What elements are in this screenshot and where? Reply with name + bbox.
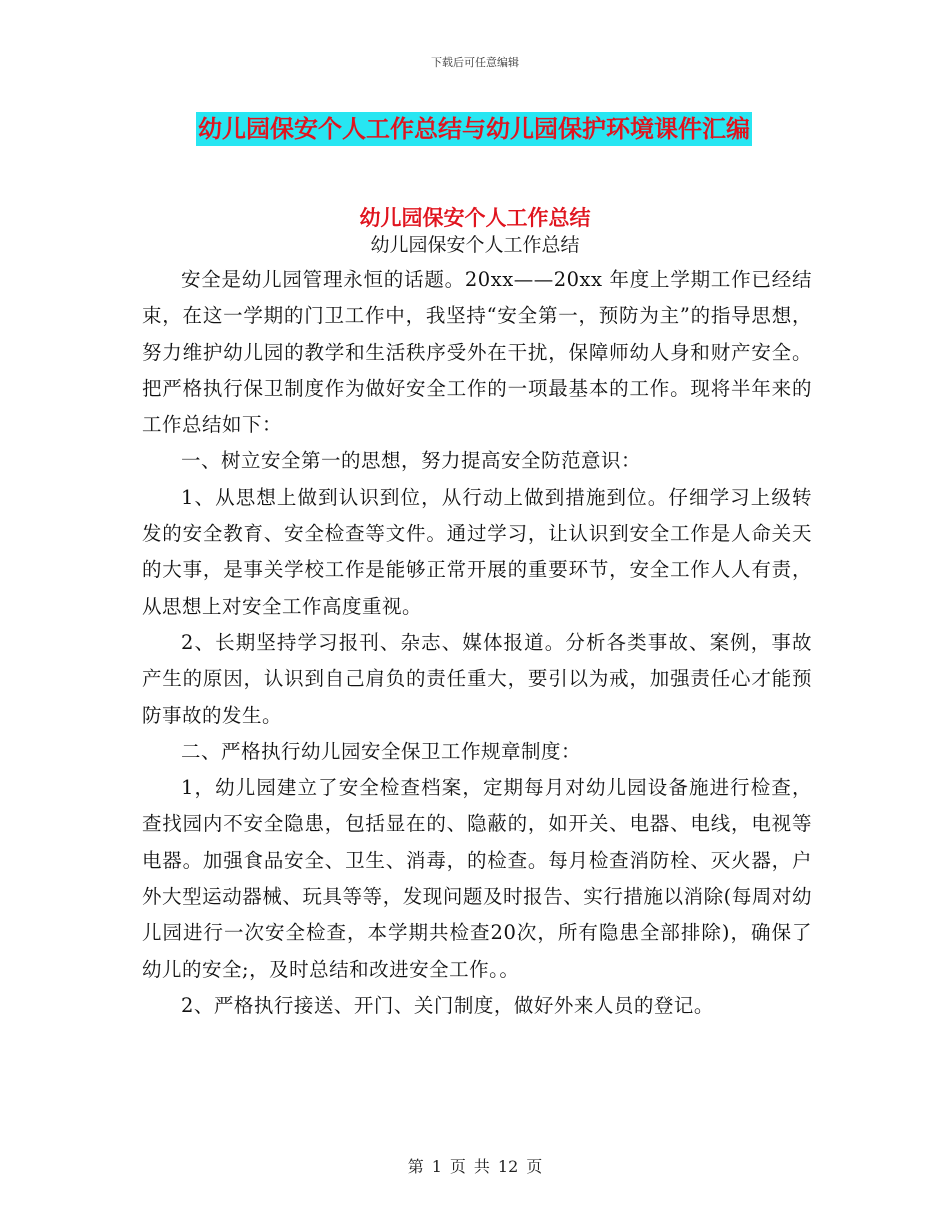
footer-page-number: 1 xyxy=(431,1157,442,1176)
paragraph-item-2-1: 1，幼儿园建立了安全检查档案，定期每月对幼儿园设备施进行检查，查找园内不安全隐患，包括显在的、隐蔽的，如开关、电器、电线，电视等电器。加强食品安全、卫生、消毒，的检查。每月检查消防栓、灭火器，户外大型运动器械、玩具等等，发现问题及时报告、实行措施以消除(每周对幼儿园进行一次安全检查，本学期共检查20次，所有隐患全部排除)，确保了幼儿的安全;，及时总结和改进安全工作。。 xyxy=(142,776,812,981)
document-body xyxy=(142,262,812,1024)
section-subtitle: 幼儿园保安个人工作总结 xyxy=(370,234,580,256)
footer-label-page: 第 xyxy=(407,1157,424,1176)
paragraph-intro: 安全是幼儿园管理永恒的话题。20xx——20xx 年度上学期工作已经结束，在这一学期的门卫工作中，我坚持“安全第一，预防为主”的指导思想，努力维护幼儿园的教学和生活秩序受外在干扰，保障师幼人身和财产安全。把严格执行保卫制度作为做好安全工作的一项最基本的工作。现将半年来的工作总结如下： xyxy=(142,268,812,437)
footer-label-pages: 页 xyxy=(526,1157,543,1176)
paragraph-item-1-2: 2、长期坚持学习报刊、杂志、媒体报道。分析各类事故、案例，事故产生的原因，认识到自己肩负的责任重大，要引以为戒，加强责任心才能预防事故的发生。 xyxy=(142,630,812,727)
paragraph-heading-2: 二、严格执行幼儿园安全保卫工作规章制度： xyxy=(181,739,582,763)
paragraph-item-1-1: 1、从思想上做到认识到位，从行动上做到措施到位。仔细学习上级转发的安全教育、安全检查等文件。通过学习，让认识到安全工作是人命关天的大事，是事关学校工作是能够正常开展的重要环节，安全工作人人有责，从思想上对安全工作高度重视。 xyxy=(142,485,812,618)
footer-label-total: 共 xyxy=(473,1157,490,1176)
header-note: 下载后可任意编辑 xyxy=(431,56,519,69)
document-title: 幼儿园保安个人工作总结与幼儿园保护环境课件汇编 xyxy=(196,112,752,146)
paragraph-item-2-2: 2、严格执行接送、开门、关门制度，做好外来人员的登记。 xyxy=(181,993,714,1017)
paragraph-heading-1: 一、树立安全第一的思想，努力提高安全防范意识： xyxy=(181,449,642,473)
page-footer xyxy=(0,1154,950,1177)
section-title: 幼儿园保安个人工作总结 xyxy=(359,206,591,230)
footer-label-of: 页 xyxy=(449,1157,466,1176)
footer-total-pages: 12 xyxy=(497,1157,519,1176)
